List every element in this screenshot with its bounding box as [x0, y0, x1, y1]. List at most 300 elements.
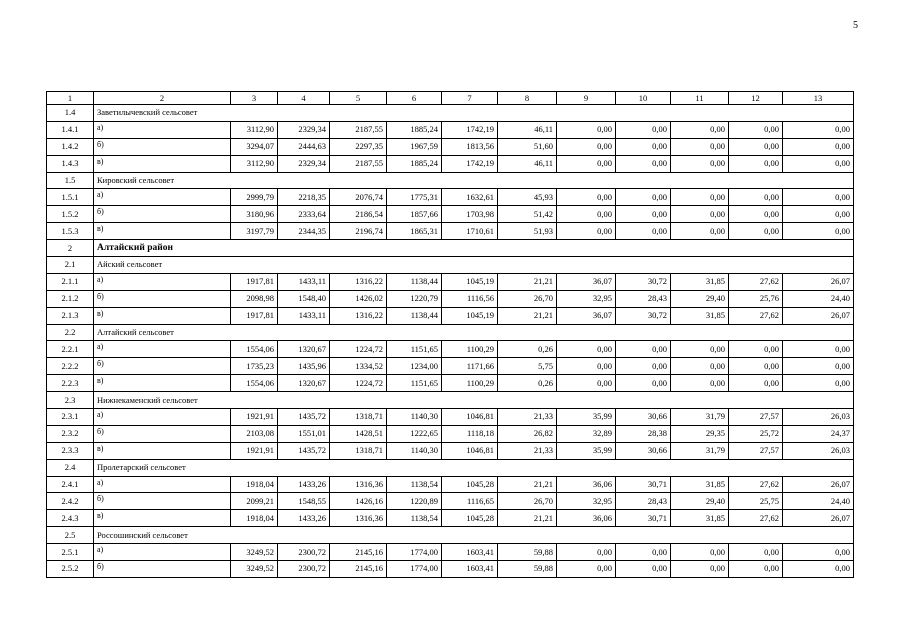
- column-header-cell: 4: [278, 92, 330, 105]
- row-code: 2.5: [47, 527, 94, 544]
- value-cell: 0,00: [729, 138, 783, 155]
- row-variant-label: в): [94, 307, 231, 324]
- value-cell: 24,37: [783, 425, 854, 442]
- value-cell: 27,57: [729, 442, 783, 459]
- value-cell: 2099,21: [231, 493, 278, 510]
- value-cell: 1116,56: [442, 290, 498, 307]
- row-variant-label: а): [94, 341, 231, 358]
- value-cell: 1918,04: [231, 476, 278, 493]
- value-cell: 0,00: [671, 561, 729, 578]
- value-cell: 36,06: [557, 476, 616, 493]
- value-cell: 36,07: [557, 307, 616, 324]
- row-code: 1.4.2: [47, 138, 94, 155]
- row-code: 1.5.2: [47, 206, 94, 223]
- value-cell: 27,57: [729, 409, 783, 426]
- value-cell: 1813,56: [442, 138, 498, 155]
- value-cell: 1918,04: [231, 510, 278, 527]
- value-cell: 1435,72: [278, 409, 330, 426]
- value-cell: 0,00: [557, 189, 616, 206]
- section-row: [47, 257, 854, 274]
- row-code: 2.1.2: [47, 290, 94, 307]
- value-cell: 30,72: [616, 307, 671, 324]
- value-cell: 21,21: [498, 273, 557, 290]
- value-cell: 26,07: [783, 307, 854, 324]
- table-row: [47, 409, 854, 426]
- value-cell: 1774,00: [387, 544, 442, 561]
- value-cell: 0,00: [616, 375, 671, 392]
- section-title: Пролетарский сельсовет: [94, 459, 854, 476]
- value-cell: 0,00: [557, 375, 616, 392]
- value-cell: 1138,54: [387, 476, 442, 493]
- value-cell: 0,00: [671, 375, 729, 392]
- value-cell: 2187,55: [330, 121, 387, 138]
- value-cell: 2098,98: [231, 290, 278, 307]
- value-cell: 0,00: [729, 375, 783, 392]
- table-row: [47, 189, 854, 206]
- value-cell: 0,00: [671, 155, 729, 172]
- value-cell: 21,33: [498, 442, 557, 459]
- value-cell: 0,00: [616, 358, 671, 375]
- value-cell: 1316,22: [330, 273, 387, 290]
- value-cell: 0,00: [729, 223, 783, 240]
- value-cell: 24,40: [783, 290, 854, 307]
- section-row: [47, 392, 854, 409]
- row-code: 2.3.3: [47, 442, 94, 459]
- value-cell: 1917,81: [231, 273, 278, 290]
- column-number-row: [47, 92, 854, 105]
- value-cell: 0,00: [671, 189, 729, 206]
- value-cell: 1703,98: [442, 206, 498, 223]
- row-code: 1.4.3: [47, 155, 94, 172]
- table-row: [47, 510, 854, 527]
- value-cell: 1885,24: [387, 121, 442, 138]
- value-cell: 0,00: [616, 561, 671, 578]
- table-row: [47, 121, 854, 138]
- row-code: 1.5: [47, 172, 94, 189]
- value-cell: 25,72: [729, 425, 783, 442]
- row-variant-label: в): [94, 155, 231, 172]
- value-cell: 1548,40: [278, 290, 330, 307]
- row-variant-label: в): [94, 375, 231, 392]
- table-row: [47, 155, 854, 172]
- row-variant-label: б): [94, 493, 231, 510]
- value-cell: 31,85: [671, 307, 729, 324]
- value-cell: 1318,71: [330, 409, 387, 426]
- value-cell: 32,89: [557, 425, 616, 442]
- value-cell: 1220,79: [387, 290, 442, 307]
- value-cell: 1554,06: [231, 341, 278, 358]
- table-row: [47, 375, 854, 392]
- value-cell: 0,00: [557, 561, 616, 578]
- row-variant-label: а): [94, 409, 231, 426]
- value-cell: 0,00: [729, 206, 783, 223]
- column-header-cell: 7: [442, 92, 498, 105]
- value-cell: 1433,11: [278, 273, 330, 290]
- value-cell: 0,00: [616, 341, 671, 358]
- row-code: 2.5.2: [47, 561, 94, 578]
- row-code: 2.2.3: [47, 375, 94, 392]
- row-code: 2.5.1: [47, 544, 94, 561]
- row-variant-label: б): [94, 138, 231, 155]
- value-cell: 30,72: [616, 273, 671, 290]
- row-code: 2.4.3: [47, 510, 94, 527]
- table-row: [47, 307, 854, 324]
- value-cell: 2333,64: [278, 206, 330, 223]
- value-cell: 1334,52: [330, 358, 387, 375]
- value-cell: 1603,41: [442, 561, 498, 578]
- value-cell: 0,26: [498, 375, 557, 392]
- table-body: [47, 92, 854, 578]
- value-cell: 1220,89: [387, 493, 442, 510]
- tariff-table: [46, 91, 854, 578]
- value-cell: 0,00: [671, 341, 729, 358]
- value-cell: 0,00: [783, 138, 854, 155]
- value-cell: 1046,81: [442, 409, 498, 426]
- value-cell: 31,79: [671, 409, 729, 426]
- table-row: [47, 425, 854, 442]
- value-cell: 2329,34: [278, 121, 330, 138]
- table-row: [47, 138, 854, 155]
- column-header-cell: 3: [231, 92, 278, 105]
- row-code: 2.1.3: [47, 307, 94, 324]
- row-variant-label: а): [94, 544, 231, 561]
- row-code: 2.4.2: [47, 493, 94, 510]
- row-variant-label: в): [94, 442, 231, 459]
- value-cell: 0,00: [783, 341, 854, 358]
- value-cell: 1857,66: [387, 206, 442, 223]
- row-code: 2.4: [47, 459, 94, 476]
- value-cell: 0,00: [783, 375, 854, 392]
- value-cell: 3112,90: [231, 121, 278, 138]
- value-cell: 1224,72: [330, 375, 387, 392]
- value-cell: 24,40: [783, 493, 854, 510]
- value-cell: 1917,81: [231, 307, 278, 324]
- section-title: Алтайский район: [94, 240, 854, 257]
- value-cell: 1100,29: [442, 341, 498, 358]
- value-cell: 1151,65: [387, 341, 442, 358]
- row-code: 1.5.1: [47, 189, 94, 206]
- value-cell: 1735,23: [231, 358, 278, 375]
- value-cell: 0,00: [557, 121, 616, 138]
- value-cell: 0,00: [729, 155, 783, 172]
- table-row: [47, 358, 854, 375]
- section-row: [47, 172, 854, 189]
- section-row: [47, 324, 854, 341]
- value-cell: 0,00: [616, 155, 671, 172]
- value-cell: 31,85: [671, 476, 729, 493]
- row-variant-label: б): [94, 290, 231, 307]
- value-cell: 30,71: [616, 476, 671, 493]
- value-cell: 2297,35: [330, 138, 387, 155]
- value-cell: 1426,02: [330, 290, 387, 307]
- row-code: 2.2.2: [47, 358, 94, 375]
- section-title: Заветилычевский сельсовет: [94, 105, 854, 122]
- value-cell: 0,00: [783, 155, 854, 172]
- value-cell: 3249,52: [231, 561, 278, 578]
- value-cell: 2145,16: [330, 544, 387, 561]
- column-header-cell: 8: [498, 92, 557, 105]
- section-title: Алтайский сельсовет: [94, 324, 854, 341]
- row-code: 2.3.1: [47, 409, 94, 426]
- value-cell: 0,00: [557, 223, 616, 240]
- value-cell: 1045,28: [442, 476, 498, 493]
- row-variant-label: а): [94, 273, 231, 290]
- value-cell: 0,00: [783, 189, 854, 206]
- value-cell: 1118,18: [442, 425, 498, 442]
- value-cell: 0,00: [729, 121, 783, 138]
- value-cell: 30,66: [616, 442, 671, 459]
- value-cell: 3294,07: [231, 138, 278, 155]
- value-cell: 0,00: [783, 358, 854, 375]
- section-title: Кировский сельсовет: [94, 172, 854, 189]
- page-number: 5: [853, 20, 858, 31]
- value-cell: 1151,65: [387, 375, 442, 392]
- value-cell: 0,00: [557, 544, 616, 561]
- value-cell: 0,00: [783, 223, 854, 240]
- value-cell: 1742,19: [442, 155, 498, 172]
- value-cell: 1921,91: [231, 442, 278, 459]
- value-cell: 0,00: [671, 121, 729, 138]
- value-cell: 1435,72: [278, 442, 330, 459]
- value-cell: 2444,63: [278, 138, 330, 155]
- value-cell: 1222,65: [387, 425, 442, 442]
- value-cell: 51,42: [498, 206, 557, 223]
- row-variant-label: а): [94, 121, 231, 138]
- row-code: 2: [47, 240, 94, 257]
- column-header-cell: 5: [330, 92, 387, 105]
- value-cell: 46,11: [498, 155, 557, 172]
- section-row: [47, 105, 854, 122]
- value-cell: 0,00: [671, 358, 729, 375]
- value-cell: 26,70: [498, 290, 557, 307]
- value-cell: 0,00: [783, 121, 854, 138]
- value-cell: 1603,41: [442, 544, 498, 561]
- row-variant-label: а): [94, 476, 231, 493]
- value-cell: 3180,96: [231, 206, 278, 223]
- value-cell: 5,75: [498, 358, 557, 375]
- value-cell: 21,21: [498, 307, 557, 324]
- value-cell: 27,62: [729, 307, 783, 324]
- value-cell: 25,75: [729, 493, 783, 510]
- value-cell: 30,71: [616, 510, 671, 527]
- value-cell: 1428,51: [330, 425, 387, 442]
- value-cell: 29,40: [671, 290, 729, 307]
- value-cell: 1171,66: [442, 358, 498, 375]
- value-cell: 3112,90: [231, 155, 278, 172]
- value-cell: 26,07: [783, 476, 854, 493]
- value-cell: 0,00: [557, 155, 616, 172]
- value-cell: 1046,81: [442, 442, 498, 459]
- value-cell: 1116,65: [442, 493, 498, 510]
- value-cell: 1316,36: [330, 476, 387, 493]
- value-cell: 27,62: [729, 273, 783, 290]
- row-variant-label: в): [94, 510, 231, 527]
- row-variant-label: б): [94, 206, 231, 223]
- value-cell: 59,88: [498, 561, 557, 578]
- column-header-cell: 11: [671, 92, 729, 105]
- value-cell: 1433,26: [278, 476, 330, 493]
- value-cell: 0,00: [616, 189, 671, 206]
- row-variant-label: в): [94, 223, 231, 240]
- value-cell: 1138,44: [387, 273, 442, 290]
- value-cell: 0,00: [729, 341, 783, 358]
- value-cell: 0,26: [498, 341, 557, 358]
- value-cell: 3197,79: [231, 223, 278, 240]
- value-cell: 2103,08: [231, 425, 278, 442]
- value-cell: 0,00: [616, 138, 671, 155]
- section-row: [47, 459, 854, 476]
- value-cell: 2187,55: [330, 155, 387, 172]
- section-title: Россошинский сельсовет: [94, 527, 854, 544]
- column-header-cell: 2: [94, 92, 231, 105]
- value-cell: 31,85: [671, 510, 729, 527]
- value-cell: 0,00: [616, 223, 671, 240]
- value-cell: 59,88: [498, 544, 557, 561]
- value-cell: 35,99: [557, 442, 616, 459]
- table-row: [47, 544, 854, 561]
- section-row: [47, 240, 854, 257]
- value-cell: 1234,00: [387, 358, 442, 375]
- value-cell: 0,00: [783, 544, 854, 561]
- value-cell: 31,85: [671, 273, 729, 290]
- column-header-cell: 10: [616, 92, 671, 105]
- value-cell: 1100,29: [442, 375, 498, 392]
- value-cell: 1138,44: [387, 307, 442, 324]
- value-cell: 1140,30: [387, 409, 442, 426]
- value-cell: 29,40: [671, 493, 729, 510]
- table-row: [47, 442, 854, 459]
- value-cell: 1632,61: [442, 189, 498, 206]
- value-cell: 25,76: [729, 290, 783, 307]
- value-cell: 0,00: [671, 138, 729, 155]
- row-code: 2.3.2: [47, 425, 94, 442]
- value-cell: 1921,91: [231, 409, 278, 426]
- value-cell: 0,00: [729, 189, 783, 206]
- value-cell: 1775,31: [387, 189, 442, 206]
- value-cell: 21,21: [498, 510, 557, 527]
- value-cell: 26,03: [783, 442, 854, 459]
- section-title: Айский сельсовет: [94, 257, 854, 274]
- value-cell: 2218,35: [278, 189, 330, 206]
- value-cell: 36,06: [557, 510, 616, 527]
- value-cell: 0,00: [557, 206, 616, 223]
- column-header-cell: 6: [387, 92, 442, 105]
- value-cell: 0,00: [616, 121, 671, 138]
- row-code: 1.5.3: [47, 223, 94, 240]
- value-cell: 32,95: [557, 290, 616, 307]
- value-cell: 0,00: [783, 206, 854, 223]
- table-row: [47, 476, 854, 493]
- value-cell: 1320,67: [278, 375, 330, 392]
- row-variant-label: б): [94, 561, 231, 578]
- table-row: [47, 223, 854, 240]
- value-cell: 27,62: [729, 476, 783, 493]
- table-row: [47, 561, 854, 578]
- value-cell: 1433,11: [278, 307, 330, 324]
- value-cell: 2329,34: [278, 155, 330, 172]
- value-cell: 1742,19: [442, 121, 498, 138]
- value-cell: 26,82: [498, 425, 557, 442]
- row-code: 2.1.1: [47, 273, 94, 290]
- value-cell: 0,00: [671, 206, 729, 223]
- row-code: 1.4: [47, 105, 94, 122]
- value-cell: 32,95: [557, 493, 616, 510]
- value-cell: 0,00: [557, 341, 616, 358]
- value-cell: 1320,67: [278, 341, 330, 358]
- value-cell: 35,99: [557, 409, 616, 426]
- row-variant-label: б): [94, 425, 231, 442]
- row-code: 2.2.1: [47, 341, 94, 358]
- value-cell: 27,62: [729, 510, 783, 527]
- value-cell: 2076,74: [330, 189, 387, 206]
- value-cell: 51,93: [498, 223, 557, 240]
- column-header-cell: 1: [47, 92, 94, 105]
- value-cell: 2344,35: [278, 223, 330, 240]
- value-cell: 45,93: [498, 189, 557, 206]
- value-cell: 21,21: [498, 476, 557, 493]
- value-cell: 26,07: [783, 273, 854, 290]
- column-header-cell: 13: [783, 92, 854, 105]
- value-cell: 0,00: [557, 358, 616, 375]
- column-header-cell: 12: [729, 92, 783, 105]
- row-variant-label: а): [94, 189, 231, 206]
- value-cell: 0,00: [671, 544, 729, 561]
- value-cell: 1316,22: [330, 307, 387, 324]
- value-cell: 1045,19: [442, 273, 498, 290]
- value-cell: 3249,52: [231, 544, 278, 561]
- value-cell: 1138,54: [387, 510, 442, 527]
- value-cell: 26,07: [783, 510, 854, 527]
- table-row: [47, 273, 854, 290]
- value-cell: 1318,71: [330, 442, 387, 459]
- column-header-cell: 9: [557, 92, 616, 105]
- table-row: [47, 290, 854, 307]
- value-cell: 1316,36: [330, 510, 387, 527]
- value-cell: 2145,16: [330, 561, 387, 578]
- value-cell: 0,00: [616, 544, 671, 561]
- value-cell: 0,00: [729, 358, 783, 375]
- value-cell: 1433,26: [278, 510, 330, 527]
- value-cell: 2196,74: [330, 223, 387, 240]
- value-cell: 1045,19: [442, 307, 498, 324]
- value-cell: 1140,30: [387, 442, 442, 459]
- row-variant-label: б): [94, 358, 231, 375]
- value-cell: 0,00: [616, 206, 671, 223]
- value-cell: 30,66: [616, 409, 671, 426]
- row-code: 2.4.1: [47, 476, 94, 493]
- value-cell: 46,11: [498, 121, 557, 138]
- value-cell: 1885,24: [387, 155, 442, 172]
- value-cell: 0,00: [783, 561, 854, 578]
- value-cell: 28,43: [616, 493, 671, 510]
- value-cell: 0,00: [557, 138, 616, 155]
- value-cell: 1774,00: [387, 561, 442, 578]
- value-cell: 29,35: [671, 425, 729, 442]
- value-cell: 0,00: [671, 223, 729, 240]
- value-cell: 1967,59: [387, 138, 442, 155]
- value-cell: 1435,96: [278, 358, 330, 375]
- section-row: [47, 527, 854, 544]
- table-row: [47, 206, 854, 223]
- value-cell: 51,60: [498, 138, 557, 155]
- value-cell: 2300,72: [278, 561, 330, 578]
- value-cell: 0,00: [729, 561, 783, 578]
- value-cell: 1548,55: [278, 493, 330, 510]
- value-cell: 1710,61: [442, 223, 498, 240]
- value-cell: 1551,01: [278, 425, 330, 442]
- value-cell: 31,79: [671, 442, 729, 459]
- value-cell: 1045,28: [442, 510, 498, 527]
